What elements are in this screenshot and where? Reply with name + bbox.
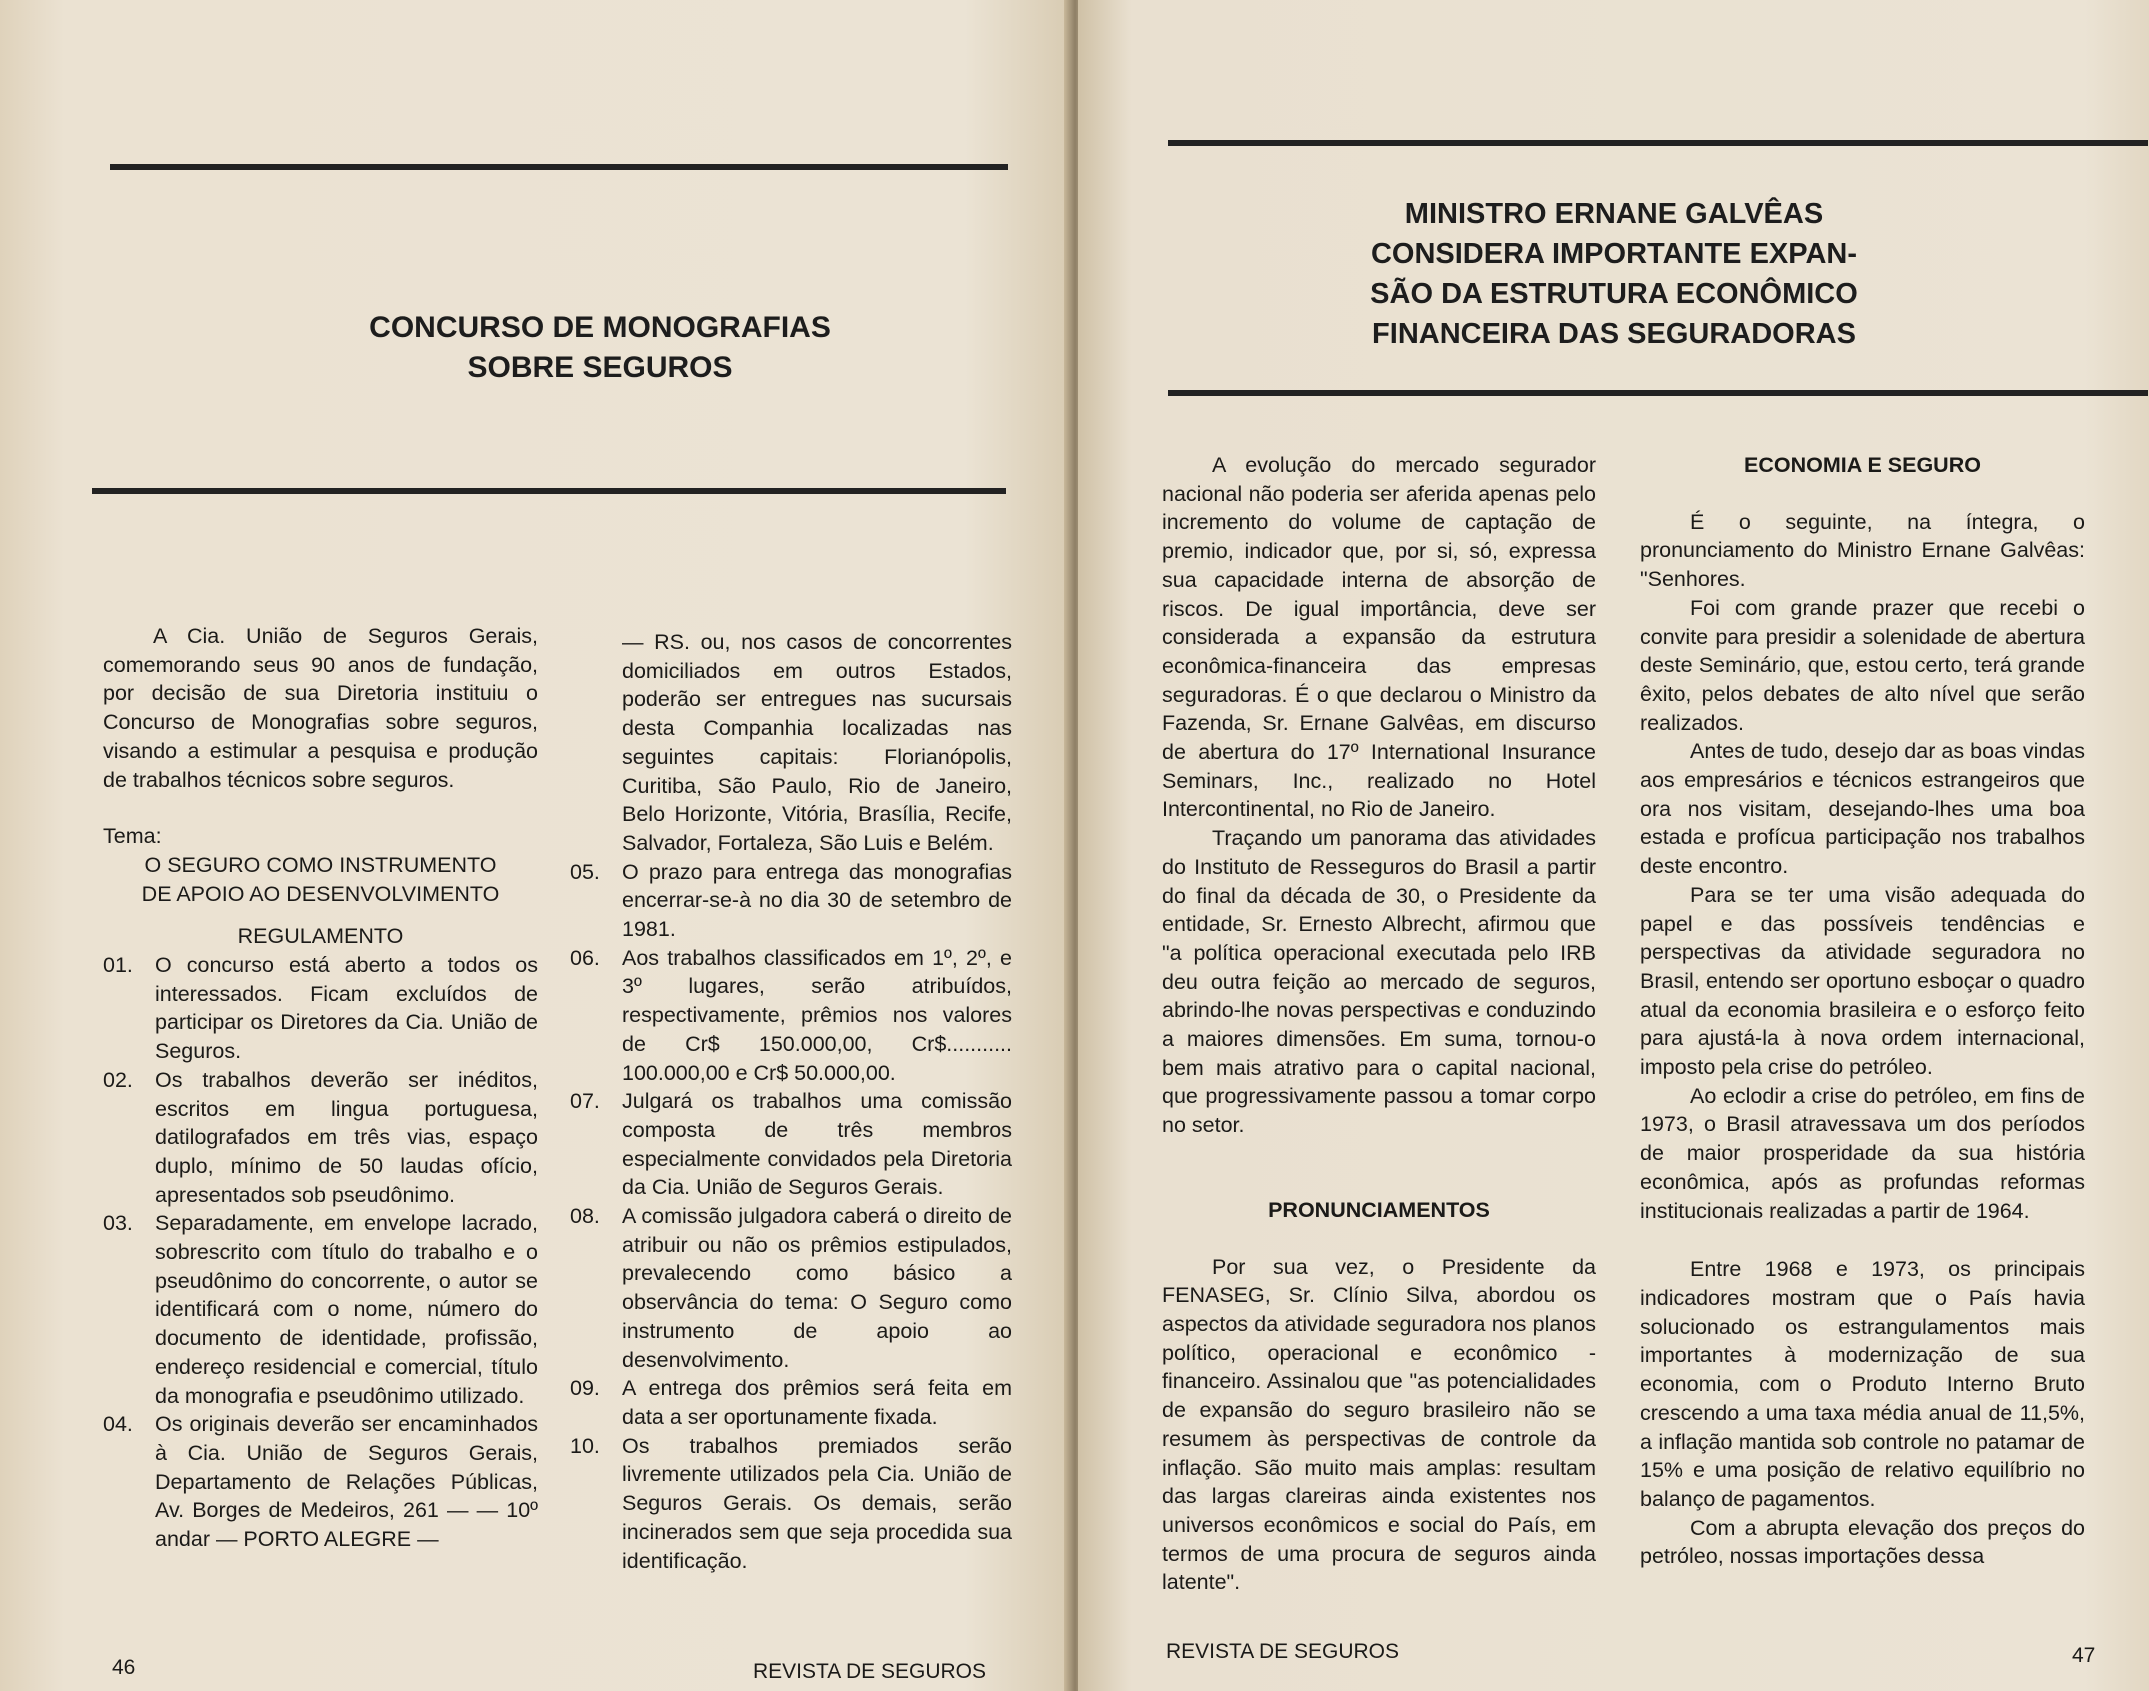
- item-number: 01.: [103, 953, 133, 978]
- article-paragraph: Por sua vez, o Presidente da FENASEG, Sr. Clínio Silva, abordou os aspectos da atividade seguradora nos planos político, operacional e econômico - financeiro. Assinalou que "as potencialidades de expansão do seguro brasileiro não se resumem às perspectivas de controle da inflação. São muito mais amplas: resultam das largas clareiras ainda existentes nos universos econômicos e social do País, em termos de uma procura de seguros ainda latente".: [1162, 1254, 1596, 1595]
- article-paragraph: Antes de tudo, desejo dar as boas vindas aos empresários e técnicos estrangeiros que ora nos visitam, desejando-lhes uma boa estada e profícua participação nos trabalhos deste encontro.: [1640, 739, 2085, 879]
- item-text: O concurso está aberto a todos os interessados. Ficam excluídos de participar os Diretores da Cia. União de Seguros.: [155, 953, 538, 1064]
- list-item: [570, 1202, 1012, 1374]
- tema-line-2: DE APOIO AO DESENVOLVIMENTO: [141, 881, 500, 906]
- left-title-line-1: CONCURSO DE MONOGRAFIAS: [369, 311, 831, 344]
- title-top-rule: [110, 164, 1008, 170]
- left-page: [0, 0, 1072, 1691]
- item-text: A entrega dos prêmios será feita em data a ser oportunamente fixada.: [622, 1376, 1012, 1429]
- list-item: [570, 1432, 1012, 1576]
- list-item: [570, 1087, 1012, 1202]
- left-column-1: [103, 622, 538, 1554]
- right-title-bottom-rule: [1168, 390, 2148, 396]
- article-paragraph: A evolução do mercado segurador nacional não poderia ser aferida apenas pelo incremento do volume de captação de premio, indicador que, por si, só, expressa sua capacidade interna de absorção de riscos. De igual importância, deve ser considerada a expansão da estrutura econômica-financeira das empresas seguradoras. É o que declarou o Ministro da Fazenda, Sr. Ernane Galvêas, em discurso de abertura do 17º International Insurance Seminars, Inc., realizado no Hotel Intercontinental, no Rio de Janeiro.: [1162, 453, 1596, 822]
- right-title-line-4: FINANCEIRA DAS SEGURADORAS: [1372, 318, 1856, 350]
- continuation-paragraph: — RS. ou, nos casos de concorrentes domiciliados em outros Estados, poderão ser entregues nas sucursais desta Companhia localizadas nas seguintes capitais: Florianópolis, Curitiba, São Paulo, Rio de Janeiro, Belo Horizonte, Vitória, Brasília, Recife, Salvador, Fortaleza, São Luis e Belém.: [622, 630, 1012, 855]
- right-title-line-3: SÃO DA ESTRUTURA ECONÔMICO: [1370, 278, 1858, 310]
- left-title-line-2: SOBRE SEGUROS: [467, 351, 733, 384]
- list-item: [103, 1410, 538, 1554]
- page-number-right: 47: [2072, 1644, 2096, 1667]
- item-number: 03.: [103, 1211, 133, 1236]
- title-bottom-rule: [92, 488, 1006, 494]
- article-paragraph: Ao eclodir a crise do petróleo, em fins de 1973, o Brasil atravessava um dos períodos de maior prosperidade da sua história econômica, após as profundas reformas institucionais realizadas a partir de 1964.: [1640, 1083, 2085, 1223]
- right-title: [1314, 194, 1914, 354]
- right-page: [1078, 0, 2149, 1691]
- regulamento-heading: REGULAMENTO: [237, 924, 404, 949]
- footer-left: REVISTA DE SEGUROS: [753, 1660, 986, 1683]
- article-paragraph: Entre 1968 e 1973, os principais indicadores mostram que o País havia solucionado os estrangulamentos mais importantes à modernização de sua economia, com o Produto Interno Bruto crescendo a uma taxa média anual de 11,5%, a inflação mantida sob controle no patamar de 15% e uma posição de relativo equilíbrio no balanço de pagamentos.: [1640, 1257, 2085, 1511]
- left-column-2: [570, 628, 1012, 1575]
- item-text: Separadamente, em envelope lacrado, sobrescrito com título do trabalho e o pseudônimo do concorrente, o autor se identificará com o nome, número do documento de identidade, profissão, endereço residencial e comercial, título da monografia e pseudônimo utilizado.: [155, 1211, 538, 1408]
- intro-paragraph: A Cia. União de Seguros Gerais, comemorando seus 90 anos de fundação, por decisão de sua Diretoria instituiu o Concurso de Monografias sobre seguros, visando a estimular a pesquisa e produção de trabalhos técnicos sobre seguros.: [103, 624, 538, 792]
- left-title: [300, 308, 900, 388]
- right-column-1: [1162, 451, 1596, 1597]
- item-number: 08.: [570, 1204, 600, 1229]
- list-item: [570, 858, 1012, 944]
- item-number: 04.: [103, 1412, 133, 1437]
- right-title-line-2: CONSIDERA IMPORTANTE EXPAN-: [1370, 238, 1858, 270]
- item-text: Julgará os trabalhos uma comissão composta de três membros especialmente convidados pela Diretoria da Cia. União de Seguros Gerais.: [622, 1089, 1012, 1200]
- item-number: 07.: [570, 1089, 600, 1114]
- article-paragraph: É o seguinte, na íntegra, o pronunciamento do Ministro Ernane Galvêas: "Senhores.: [1640, 509, 2085, 592]
- right-title-top-rule: [1168, 140, 2148, 146]
- item-text: Os trabalhos deverão ser inéditos, escritos em lingua portuguesa, datilografados em três vias, espaço duplo, mínimo de 50 laudas ofício, apresentados sob pseudônimo.: [155, 1067, 538, 1207]
- item-number: 06.: [570, 945, 600, 970]
- item-text: O prazo para entrega das monografias encerrar-se-à no dia 30 de setembro de 1981.: [622, 859, 1012, 942]
- tema-label: Tema:: [103, 824, 162, 849]
- footer-right: REVISTA DE SEGUROS: [1166, 1640, 1399, 1663]
- tema-line-1: O SEGURO COMO INSTRUMENTO: [144, 852, 497, 877]
- right-title-line-1: MINISTRO ERNANE GALVÊAS: [1404, 198, 1824, 230]
- list-item: [103, 951, 538, 1066]
- article-paragraph: Para se ter uma visão adequada do papel e das possíveis tendências e perspectivas da atividade seguradora no Brasil, entendo ser oportuno esboçar o quadro atual da economia brasileira e o esforço feito para ajustá-la à nova ordem internacional, imposto pela crise do petróleo.: [1640, 882, 2085, 1080]
- article-paragraph: Traçando um panorama das atividades do Instituto de Resseguros do Brasil a partir do final da década de 30, o Presidente da entidade, Sr. Ernesto Albrecht, afirmou que "a política operacional executada pelo IRB deu outra feição ao mercado de seguros, abrindo-lhe novas perspectivas e conduzindo a maiores dimensões. Em suma, tornou-o bem mais atrativo para o capital nacional, que progressivamente passou a tomar corpo no setor.: [1162, 826, 1596, 1138]
- item-number: 05.: [570, 859, 600, 884]
- list-item: [103, 1066, 538, 1210]
- item-text: A comissão julgadora caberá o direito de atribuir ou não os prêmios estipulados, prevalecendo como básico a observância do tema: O Seguro como instrumento de apoio ao desenvolvimento.: [622, 1204, 1012, 1372]
- item-text: Aos trabalhos classificados em 1º, 2º, e 3º lugares, serão atribuídos, respectivamente, prêmios nos valores de Cr$ 150.000,00, Cr$........... 100.000,00 e Cr$ 50.000,00.: [622, 945, 1012, 1085]
- item-text: Os originais deverão ser encaminhados à Cia. União de Seguros Gerais, Departamento de Relações Públicas, Av. Borges de Medeiros, 261 — — 10º andar — PORTO ALEGRE —: [155, 1412, 538, 1552]
- page-number-left: 46: [112, 1656, 136, 1679]
- item-text: Os trabalhos premiados serão livremente utilizados pela Cia. União de Seguros Gerais. Os demais, serão incinerados sem que seja procedida sua identificação.: [622, 1433, 1012, 1573]
- article-paragraph: Foi com grande prazer que recebi o convite para presidir a solenidade de abertura deste Seminário, que, estou certo, terá grande êxito, pelos debates de alto nível que serão realizados.: [1640, 595, 2085, 735]
- economia-heading: ECONOMIA E SEGURO: [1744, 453, 1981, 477]
- list-item: [570, 1374, 1012, 1431]
- list-item: [103, 1209, 538, 1410]
- item-number: 09.: [570, 1376, 600, 1401]
- list-item: [570, 944, 1012, 1088]
- item-number: 02.: [103, 1067, 133, 1092]
- right-column-2: [1640, 451, 2085, 1571]
- item-number: 10.: [570, 1433, 600, 1458]
- pronunciamentos-heading: PRONUNCIAMENTOS: [1268, 1197, 1490, 1222]
- article-paragraph: Com a abrupta elevação dos preços do petróleo, nossas importações dessa: [1640, 1515, 2085, 1569]
